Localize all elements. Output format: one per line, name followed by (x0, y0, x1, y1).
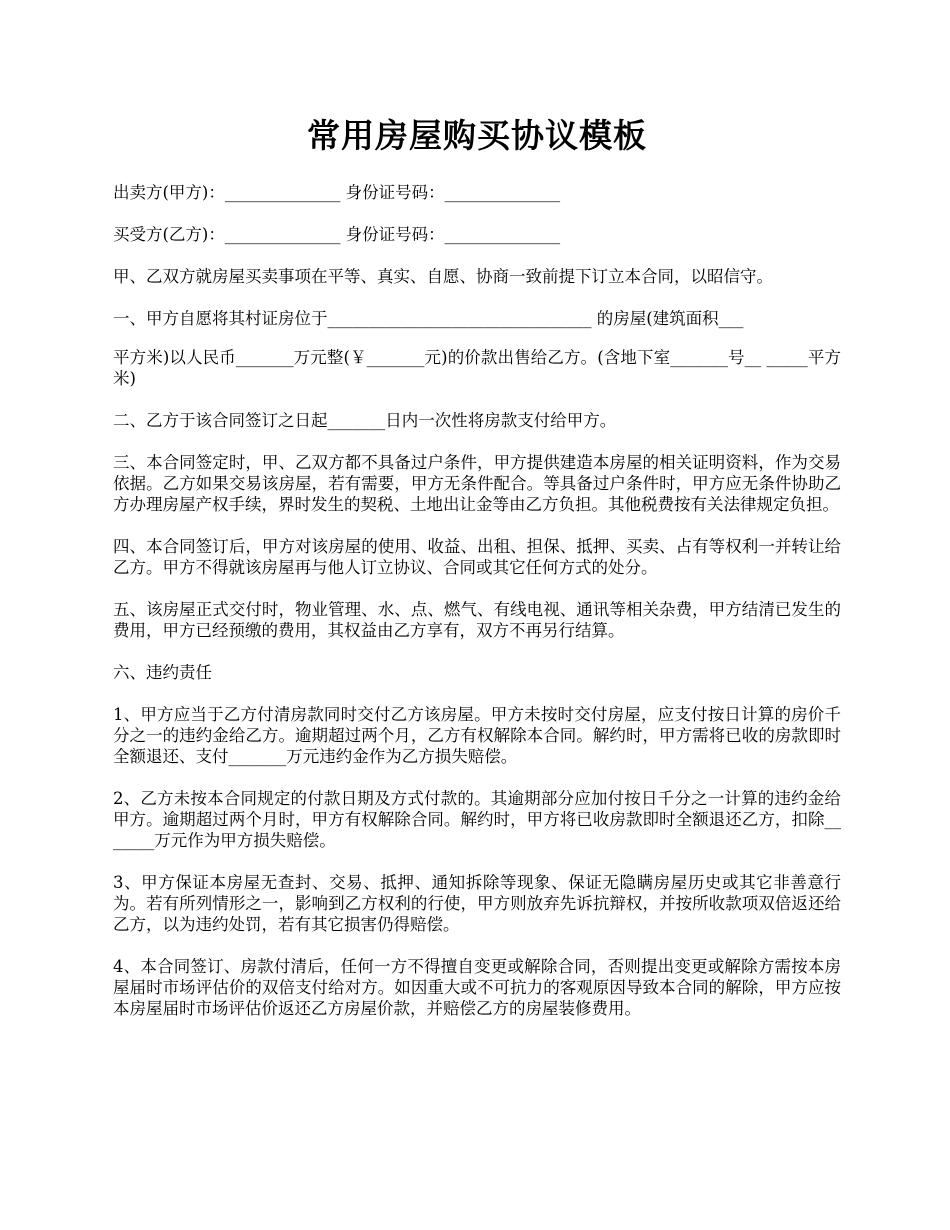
liability-item-2: 2、乙方未按本合同规定的付款日期及方式付款的。其逾期部分应加付按日千分之一计算的违约金给甲方。逾期超过两个月时，甲方有权解除合同。解约时，甲方将已收房款即时全额退还乙方，扣除_______万元作为甲方损失赔偿。 (113, 789, 841, 850)
clause-4-paragraph: 四、本合同签订后，甲方对该房屋的使用、收益、出租、担保、抵押、买卖、占有等权利一并转让给乙方。甲方不得就该房屋再与他人订立协议、合同或其它任何方式的处分。 (113, 537, 841, 577)
clause-6-heading: 六、违约责任 (113, 663, 212, 682)
buyer-line: 买受方(乙方)：______________ 身份证号码：______________ (113, 225, 561, 244)
liability-item-1: 1、甲方应当于乙方付清房款同时交付乙方该房屋。甲方未按时交付房屋，应支付按日计算的房价千分之一的违约金给乙方。逾期超过两个月，乙方有权解除本合同。解约时，甲方需将已收的房款即时全额退还、支付_______万元违约金作为乙方损失赔偿。 (113, 705, 841, 766)
clause-5-paragraph: 五、该房屋正式交付时，物业管理、水、点、燃气、有线电视、通讯等相关杂费，甲方结清已发生的费用，甲方已经预缴的费用，其权益由乙方享有，双方不再另行结算。 (113, 600, 841, 640)
document-title: 常用房屋购买协议模板 (307, 116, 647, 155)
clause-2-paragraph: 二、乙方于该合同签订之日起_______日内一次性将房款支付给甲方。 (113, 411, 617, 430)
preamble-paragraph: 甲、乙双方就房屋买卖事项在平等、真实、自愿、协商一致前提下订立本合同，以昭信守。 (113, 267, 773, 286)
document-body (113, 112, 841, 1040)
clause-3-paragraph: 三、本合同签定时，甲、乙双方都不具备过户条件，甲方提供建造本房屋的相关证明资料，作为交易依据。乙方如果交易该房屋，若有需要，甲方无条件配合。等具备过户条件时，甲方应无条件协助乙方办理房屋产权手续，界时发生的契税、土地出让金等由乙方负担。其他税费按有关法律规定负担。 (113, 453, 841, 514)
clause-1-price-paragraph: 平方米)以人民币_______万元整(￥_______元)的价款出售给乙方。(含地下室_______号__ _____平方米) (113, 348, 841, 388)
clause-1-paragraph: 一、甲方自愿将其村证房位于________________________________ 的房屋(建筑面积___ (113, 309, 744, 328)
seller-line: 出卖方(甲方)：______________ 身份证号码：______________ (113, 183, 561, 202)
liability-item-3: 3、甲方保证本房屋无查封、交易、抵押、通知拆除等现象、保证无隐瞒房屋历史或其它非善意行为。若有所列情形之一，影响到乙方权利的行使，甲方则放弃先诉抗辩权，并按所收款项双倍返还给乙方，以为违约处罚，若有其它损害仍得赔偿。 (113, 873, 841, 934)
liability-item-4: 4、本合同签订、房款付清后，任何一方不得擅自变更或解除合同，否则提出变更或解除方需按本房屋届时市场评估价的双倍支付给对方。如因重大或不可抗力的客观原因导致本合同的解除，甲方应按本房屋届时市场评估价返还乙方房屋价款，并赔偿乙方的房屋装修费用。 (113, 957, 841, 1018)
